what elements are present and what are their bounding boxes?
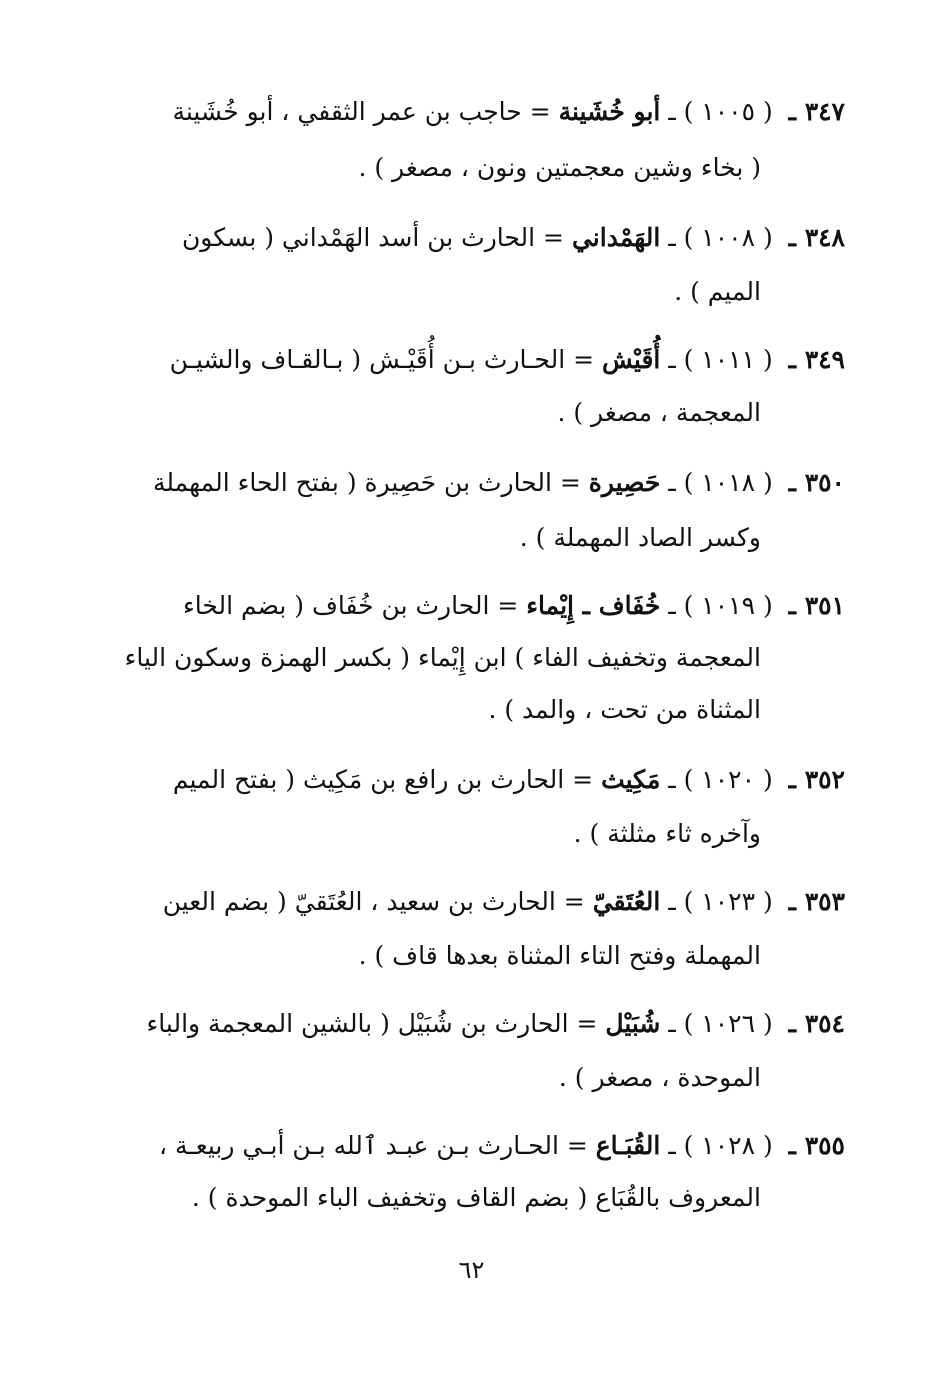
entry-reference: ( ١٠١١ ) ـ xyxy=(668,345,773,374)
entry-355-line-2: المعروف بالقُبَاع ( بضم القاف وتخفيف الباء الموحدة ) . xyxy=(191,1183,761,1212)
entry-reference: ( ١٠٢٣ ) ـ xyxy=(668,887,773,916)
entry-349-line-2: المعجمة ، مصغر ) . xyxy=(557,398,761,427)
entry-349-line-1 xyxy=(105,340,845,380)
entry-text: = حاجب بن عمر الثقفي ، أبو خُشَينة xyxy=(172,97,551,126)
entry-text: = الحارث بن خُفَاف ( بضم الخاء xyxy=(183,591,519,620)
entry-name: القُبَـاع xyxy=(595,1131,661,1160)
entry-350-line-1 xyxy=(105,463,845,503)
entry-number: ٣٥٥ ـ xyxy=(788,1131,845,1160)
entry-text: = الحارث بن شُبَيْل ( بالشين المعجمة والباء xyxy=(146,1009,598,1038)
entry-name: خُفَاف ـ إِيْماء xyxy=(526,591,661,620)
entry-text: = الحـارث بـن عبـد ٱلله بـن أبـي ربيعـة ، xyxy=(159,1131,588,1160)
entry-354-line-2: الموحدة ، مصغر ) . xyxy=(558,1063,761,1092)
entry-text: = الحارث بن سعيد ، العُتَقيّ ( بضم العين xyxy=(162,887,585,916)
entry-348-line-2: الميم ) . xyxy=(674,277,761,306)
entry-350-line-2: وكسر الصاد المهملة ) . xyxy=(519,523,761,552)
entry-reference: ( ١٠٢٦ ) ـ xyxy=(668,1009,773,1038)
entry-reference: ( ١٠٠٨ ) ـ xyxy=(668,223,773,252)
entry-name: أُقَيْش xyxy=(602,345,661,374)
entry-347-line-2: ( بخاء وشين معجمتين ونون ، مصغر ) . xyxy=(358,153,761,182)
entry-number: ٣٥٤ ـ xyxy=(788,1009,845,1038)
entry-text: = الحارث بن رافع بن مَكِيث ( بفتح الميم xyxy=(172,765,594,794)
entry-reference: ( ١٠٢٨ ) ـ xyxy=(668,1131,773,1160)
entry-name: شُبَيْل xyxy=(605,1009,661,1038)
entry-name: أبو خُشَينة xyxy=(558,97,661,126)
entry-352-line-2: وآخره ثاء مثلثة ) . xyxy=(573,819,761,848)
entry-text: = الحارث بن حَصِيرة ( بفتح الحاء المهملة xyxy=(152,468,581,497)
entry-351-line-1 xyxy=(105,586,845,626)
entry-number: ٣٥٢ ـ xyxy=(788,765,845,794)
entry-347-line-1 xyxy=(105,92,845,132)
entry-text: = الحـارث بـن أُقَيْـش ( بـالقـاف والشيـن xyxy=(169,345,595,374)
entry-351-line-3: المثناة من تحت ، والمد ) . xyxy=(488,695,761,724)
entry-355-line-1 xyxy=(105,1126,845,1166)
entry-number: ٣٥٠ ـ xyxy=(788,468,845,497)
entry-reference: ( ١٠٢٠ ) ـ xyxy=(668,765,773,794)
entry-name: حَصِيرة xyxy=(588,468,661,497)
entry-354-line-1 xyxy=(105,1004,845,1044)
entry-number: ٣٥٣ ـ xyxy=(788,887,845,916)
entry-353-line-2: المهملة وفتح التاء المثناة بعدها قاف ) . xyxy=(358,941,761,970)
entry-reference: ( ١٠١٨ ) ـ xyxy=(668,468,773,497)
entry-352-line-1 xyxy=(105,760,845,800)
entry-351-line-2: المعجمة وتخفيف الفاء ) ابن إِيْماء ( بكسر الهمزة وسكون الياء xyxy=(124,643,761,672)
entry-name: العُتَقيّ xyxy=(592,887,661,916)
entry-number: ٣٤٧ ـ xyxy=(788,97,845,126)
entry-348-line-1 xyxy=(105,218,845,258)
entry-number: ٣٤٨ ـ xyxy=(788,223,845,252)
entry-reference: ( ١٠٠٥ ) ـ xyxy=(668,97,773,126)
entry-number: ٣٥١ ـ xyxy=(788,591,845,620)
entry-353-line-1 xyxy=(105,882,845,922)
entry-reference: ( ١٠١٩ ) ـ xyxy=(668,591,773,620)
page-number: ٦٢ xyxy=(458,1256,485,1284)
entry-number: ٣٤٩ ـ xyxy=(788,345,845,374)
entry-text: = الحارث بن أسد الهَمْداني ( بسكون xyxy=(181,223,564,252)
entry-name: مَكِيث xyxy=(601,765,661,794)
entry-name: الهَمْداني xyxy=(571,223,661,252)
